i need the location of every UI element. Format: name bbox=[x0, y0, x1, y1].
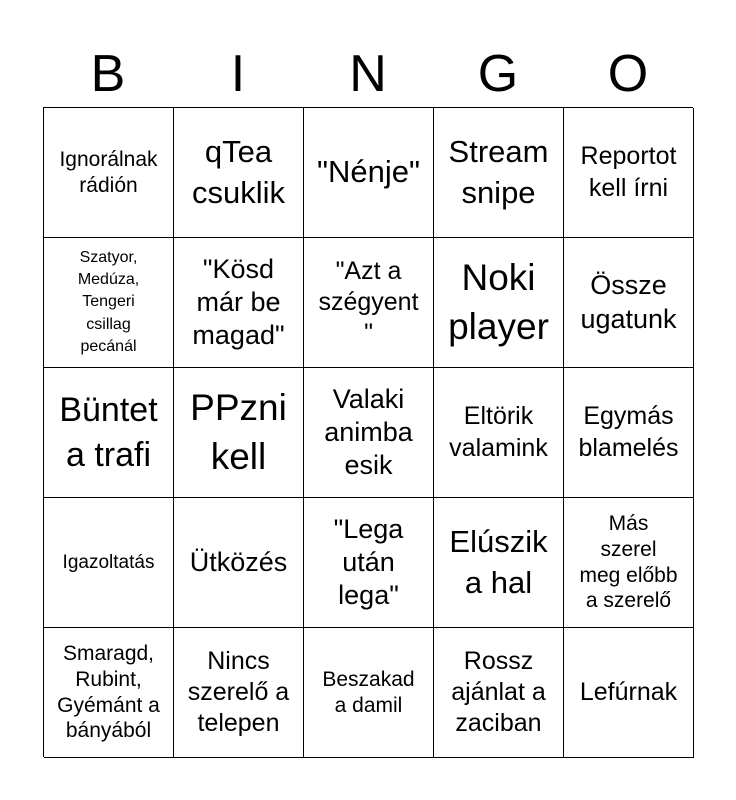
bingo-cell[interactable] bbox=[44, 108, 174, 238]
cell-text: Igazoltatás bbox=[62, 551, 155, 573]
cell-text: Eltörik valamink bbox=[449, 402, 548, 462]
bingo-cell[interactable] bbox=[564, 368, 694, 498]
bingo-cell[interactable] bbox=[174, 368, 304, 498]
cell-text: Más szerel meg előbb a szerelő bbox=[579, 512, 678, 613]
bingo-cell[interactable] bbox=[44, 238, 174, 368]
cell-text: Egymás blamelés bbox=[578, 402, 679, 462]
cell-text: "Lega után lega" bbox=[333, 513, 404, 611]
bingo-cell[interactable] bbox=[564, 108, 694, 238]
header-letter-n: N bbox=[349, 45, 387, 103]
header-letter-g: G bbox=[477, 45, 519, 103]
cell-text: Valaki animba esik bbox=[324, 383, 413, 481]
bingo-cell[interactable] bbox=[44, 628, 174, 758]
cell-text: Nincs szerelő a telepen bbox=[187, 646, 290, 738]
bingo-board bbox=[43, 107, 693, 757]
bingo-cell[interactable] bbox=[174, 498, 304, 628]
cell-text: Ignorálnak rádión bbox=[59, 147, 158, 197]
bingo-cell[interactable] bbox=[434, 368, 564, 498]
cell-text: Smaragd, Rubint, Gyémánt a bányából bbox=[57, 642, 160, 743]
cell-text: Noki player bbox=[448, 257, 549, 347]
header-letter-b: B bbox=[90, 45, 126, 103]
bingo-header bbox=[43, 40, 693, 108]
bingo-cell[interactable] bbox=[174, 238, 304, 368]
bingo-cell[interactable] bbox=[434, 238, 564, 368]
bingo-cell[interactable] bbox=[304, 628, 434, 758]
cell-text: Össze ugatunk bbox=[580, 270, 677, 334]
header-letter-i: I bbox=[230, 45, 246, 103]
cell-text: PPzni kell bbox=[190, 387, 287, 477]
cell-text: Beszakad a damil bbox=[322, 667, 415, 717]
cell-text: Ütközés bbox=[189, 546, 288, 577]
bingo-cell[interactable] bbox=[304, 238, 434, 368]
cell-text: Elúszik a hal bbox=[449, 524, 548, 600]
cell-text: "Kösd már be magad" bbox=[192, 253, 285, 351]
bingo-cell[interactable] bbox=[434, 498, 564, 628]
cell-text: "Nénje" bbox=[316, 154, 420, 190]
cell-text: Rossz ajánlat a zaciban bbox=[451, 646, 546, 738]
cell-text: Lefúrnak bbox=[579, 677, 678, 706]
bingo-cell[interactable] bbox=[564, 628, 694, 758]
cell-text: Büntet a trafi bbox=[59, 391, 158, 474]
bingo-cell[interactable] bbox=[564, 238, 694, 368]
bingo-cell[interactable] bbox=[44, 498, 174, 628]
bingo-cell[interactable] bbox=[434, 108, 564, 238]
bingo-cell[interactable] bbox=[564, 498, 694, 628]
bingo-cell[interactable] bbox=[304, 368, 434, 498]
bingo-cell[interactable] bbox=[174, 108, 304, 238]
header-letter-o: O bbox=[607, 45, 649, 103]
cell-text: qTea csuklik bbox=[191, 134, 285, 210]
bingo-cell[interactable] bbox=[174, 628, 304, 758]
bingo-cell[interactable] bbox=[304, 498, 434, 628]
bingo-cell[interactable] bbox=[44, 368, 174, 498]
cell-text: "Azt a szégyent " bbox=[318, 256, 419, 348]
cell-text: Reportot kell írni bbox=[580, 142, 677, 202]
bingo-cell[interactable] bbox=[434, 628, 564, 758]
cell-text: Szatyor, Medúza, Tengeri csillag pecánál bbox=[77, 248, 140, 356]
bingo-cell[interactable] bbox=[304, 108, 434, 238]
cell-text: Stream snipe bbox=[448, 134, 549, 210]
